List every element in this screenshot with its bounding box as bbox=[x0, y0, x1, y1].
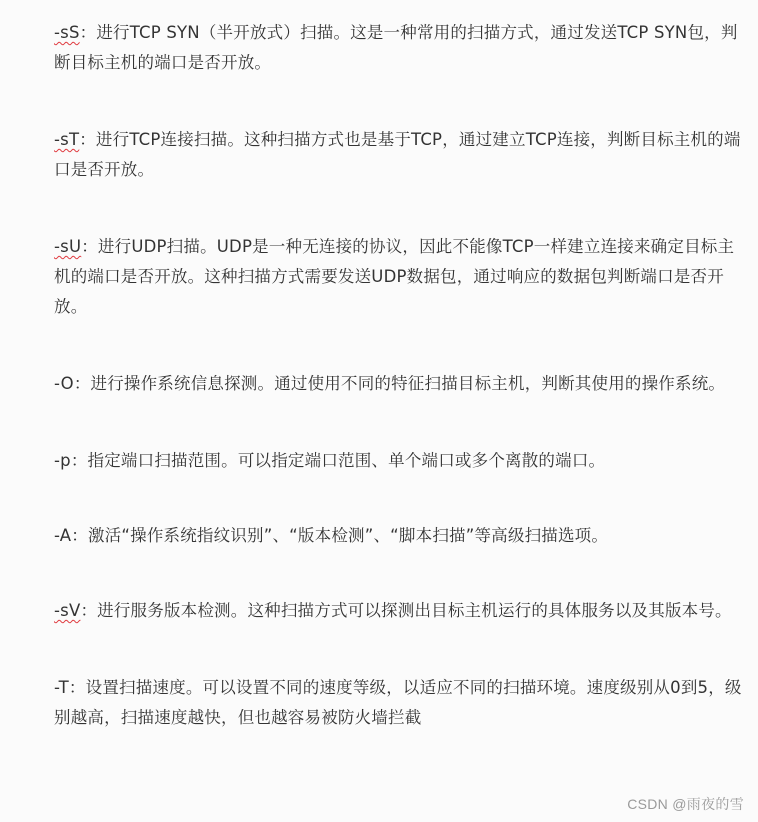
option-description: ：设置扫描速度。可以设置不同的速度等级，以适应不同的扫描环境。速度级别从0到5，级别越高，扫描速度越快，但也越容易被防火墙拦截 bbox=[54, 678, 742, 727]
option-flag: -sV bbox=[54, 601, 81, 620]
option-flag: -O bbox=[54, 374, 74, 393]
option-paragraph-sV bbox=[54, 596, 744, 626]
option-paragraph-O bbox=[54, 369, 744, 399]
option-flag: -sU bbox=[54, 237, 82, 256]
option-description: ：进行操作系统信息探测。通过使用不同的特征扫描目标主机，判断其使用的操作系统。 bbox=[73, 374, 726, 393]
option-flag: -T bbox=[54, 678, 69, 697]
option-paragraph-p bbox=[54, 446, 744, 476]
option-paragraph-sT bbox=[54, 125, 744, 185]
option-paragraph-sS bbox=[54, 18, 744, 78]
option-description: ：指定端口扫描范围。可以指定端口范围、单个端口或多个离散的端口。 bbox=[70, 451, 606, 470]
option-description: ：进行UDP扫描。UDP是一种无连接的协议，因此不能像TCP一样建立连接来确定目标主机的端口是否开放。这种扫描方式需要发送UDP数据包，通过响应的数据包判断端口是否开放。 bbox=[54, 237, 735, 316]
option-description: ：进行TCP连接扫描。这种扫描方式也是基于TCP，通过建立TCP连接，判断目标主机的端口是否开放。 bbox=[54, 130, 741, 179]
document-body bbox=[54, 18, 744, 733]
option-description: ：激活“操作系统指纹识别”、“版本检测”、“脚本扫描”等高级扫描选项。 bbox=[71, 526, 609, 545]
option-flag: -p bbox=[54, 451, 71, 470]
option-flag: -A bbox=[54, 526, 72, 545]
option-paragraph-sU bbox=[54, 232, 744, 322]
option-flag: -sS bbox=[54, 23, 80, 42]
option-description: ：进行服务版本检测。这种扫描方式可以探测出目标主机运行的具体服务以及其版本号。 bbox=[80, 601, 732, 620]
csdn-watermark: CSDN @雨夜的雪 bbox=[627, 796, 744, 812]
option-paragraph-A bbox=[54, 521, 744, 551]
option-flag: -sT bbox=[54, 130, 80, 149]
option-description: ：进行TCP SYN（半开放式）扫描。这是一种常用的扫描方式，通过发送TCP SYN包，判断目标主机的端口是否开放。 bbox=[54, 23, 738, 72]
option-paragraph-T bbox=[54, 673, 744, 733]
